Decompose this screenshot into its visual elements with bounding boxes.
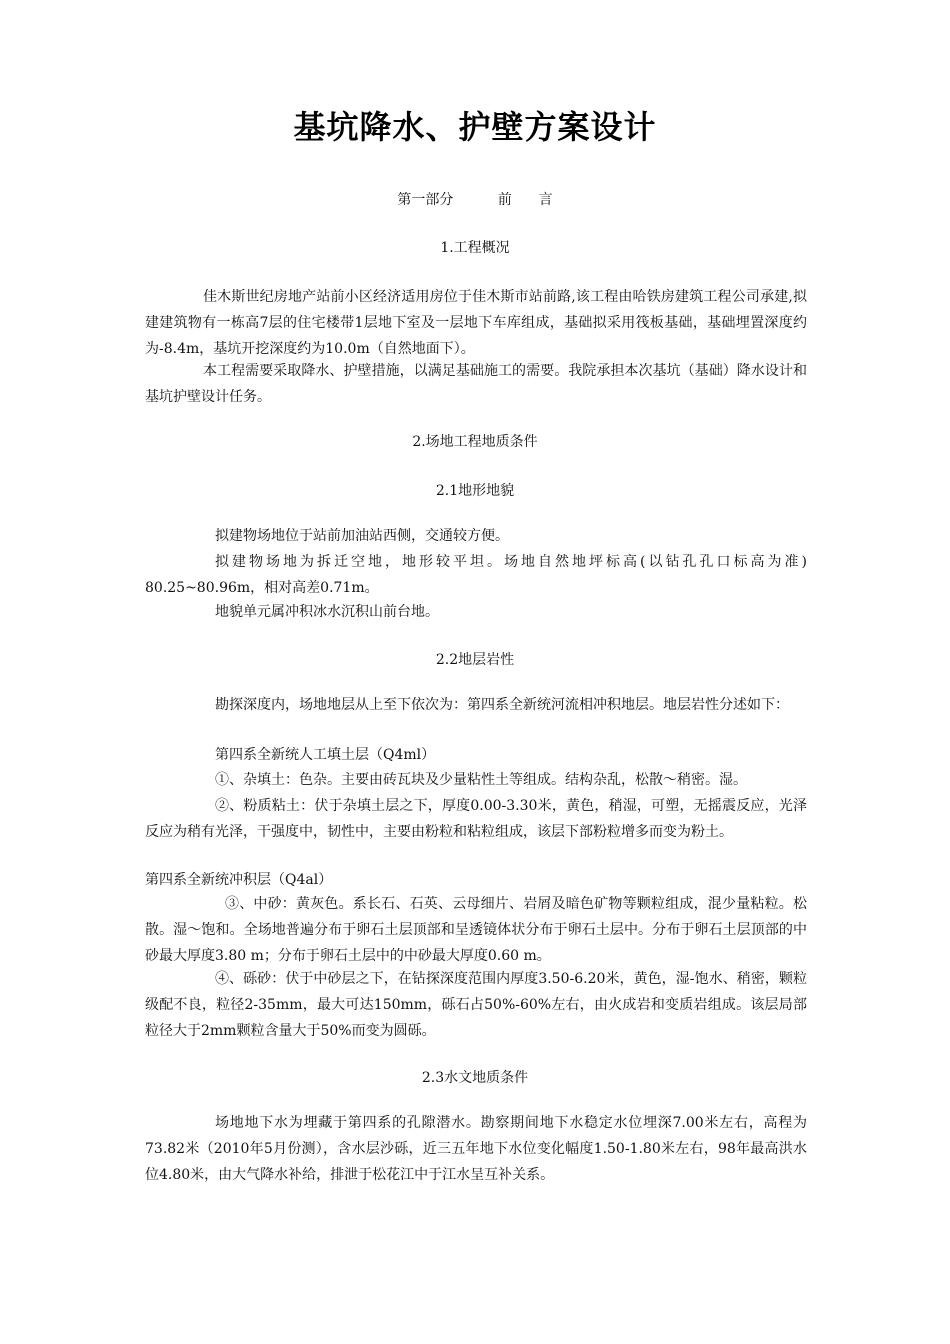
section-2-1-paragraph-1: 拟建物场地位于站前加油站西侧，交通较方便。 <box>215 528 509 544</box>
section-2-3-paragraph-1: 场地地下水为埋藏于第四系的孔隙潜水。勘察期间地下水稳定水位埋深7.00米左右，高程为73.82米（2010年5月份测），含水层沙砾，近三五年地下水位变化幅度1.50-1.80米左右，98年最高洪水位4.80米，由大气降水补给，排泄于松花江中于江水呈互补关系。 <box>145 1115 807 1183</box>
section-2-heading: 2.场地工程地质条件 <box>412 434 538 450</box>
section-2-2-paragraph-1: 勘探深度内，场地地层从上至下依次为：第四系全新统河流相冲积地层。地层岩性分述如下： <box>215 697 789 713</box>
section-2-2-layer-4: ④、砾砂：伏于中砂层之下，在钻探深度范围内厚度3.50-6.20米，黄色，湿-饱水、稍密，颗粒级配不良，粒径2-35mm，最大可达150mm，砾石占50%-60%左右，由火成岩和变质岩组成。该层局部粒径大于2mm颗粒含量大于50%而变为圆砾。 <box>145 971 807 1039</box>
section-2-1-heading: 2.1地形地貌 <box>435 483 515 499</box>
section-2-2-subheading-q4al: 第四系全新统冲积层（Q4al） <box>145 872 333 888</box>
section-1-heading: 1.工程概况 <box>440 240 510 256</box>
section-1-paragraph-1: 佳木斯世纪房地产站前小区经济适用房位于佳木斯市站前路,该工程由哈铁房建筑工程公司承建,拟建建筑物有一栋高7层的住宅楼带1层地下室及一层地下车库组成，基础拟采用筏板基础，基础埋置深度约为-8.4m，基坑开挖深度约为10.0m（自然地面下）。 <box>145 289 807 357</box>
section-2-2-layer-2: ②、粉质粘土：伏于杂填土层之下，厚度0.00-3.30米，黄色，稍湿，可塑，无摇震反应，光泽反应为稍有光泽，干强度中，韧性中，主要由粉粒和粘粒组成，该层下部粉粒增多而变为粉土。 <box>145 798 807 840</box>
section-2-2-heading: 2.2地层岩性 <box>435 652 515 668</box>
section-2-2-layer-1: ①、杂填土：色杂。主要由砖瓦块及少量粘性土等组成。结构杂乱，松散～稍密。湿。 <box>215 772 747 788</box>
section-2-2-layer-3: ③、中砂：黄灰色。系长石、石英、云母细片、岩屑及暗色矿物等颗粒组成，混少量粘粒。松散。湿～饱和。全场地普遍分布于卵石土层顶部和呈透镜体状分布于卵石土层中。分布于卵石土层顶部的中砂最大厚度3.80 m；分布于卵石土层中的中砂最大厚度0.60 m。 <box>145 896 807 964</box>
section-1-paragraph-2: 本工程需要采取降水、护壁措施，以满足基础施工的需要。我院承担本次基坑（基础）降水设计和基坑护壁设计任务。 <box>145 363 807 405</box>
section-2-1-paragraph-3: 地貌单元属冲积冰水沉积山前台地。 <box>215 604 439 620</box>
part-heading: 第一部分 前 言 <box>397 192 553 208</box>
section-2-1-paragraph-2: 拟建物场地为拆迁空地，地形较平坦。场地自然地坪标高(以钻孔孔口标高为准) 80.25~80.96m，相对高差0.71m。 <box>145 554 807 596</box>
section-2-3-heading: 2.3水文地质条件 <box>421 1070 529 1086</box>
section-2-2-subheading-q4ml: 第四系全新统人工填土层（Q4ml） <box>215 747 436 763</box>
document-title: 基坑降水、护壁方案设计 <box>293 108 657 146</box>
